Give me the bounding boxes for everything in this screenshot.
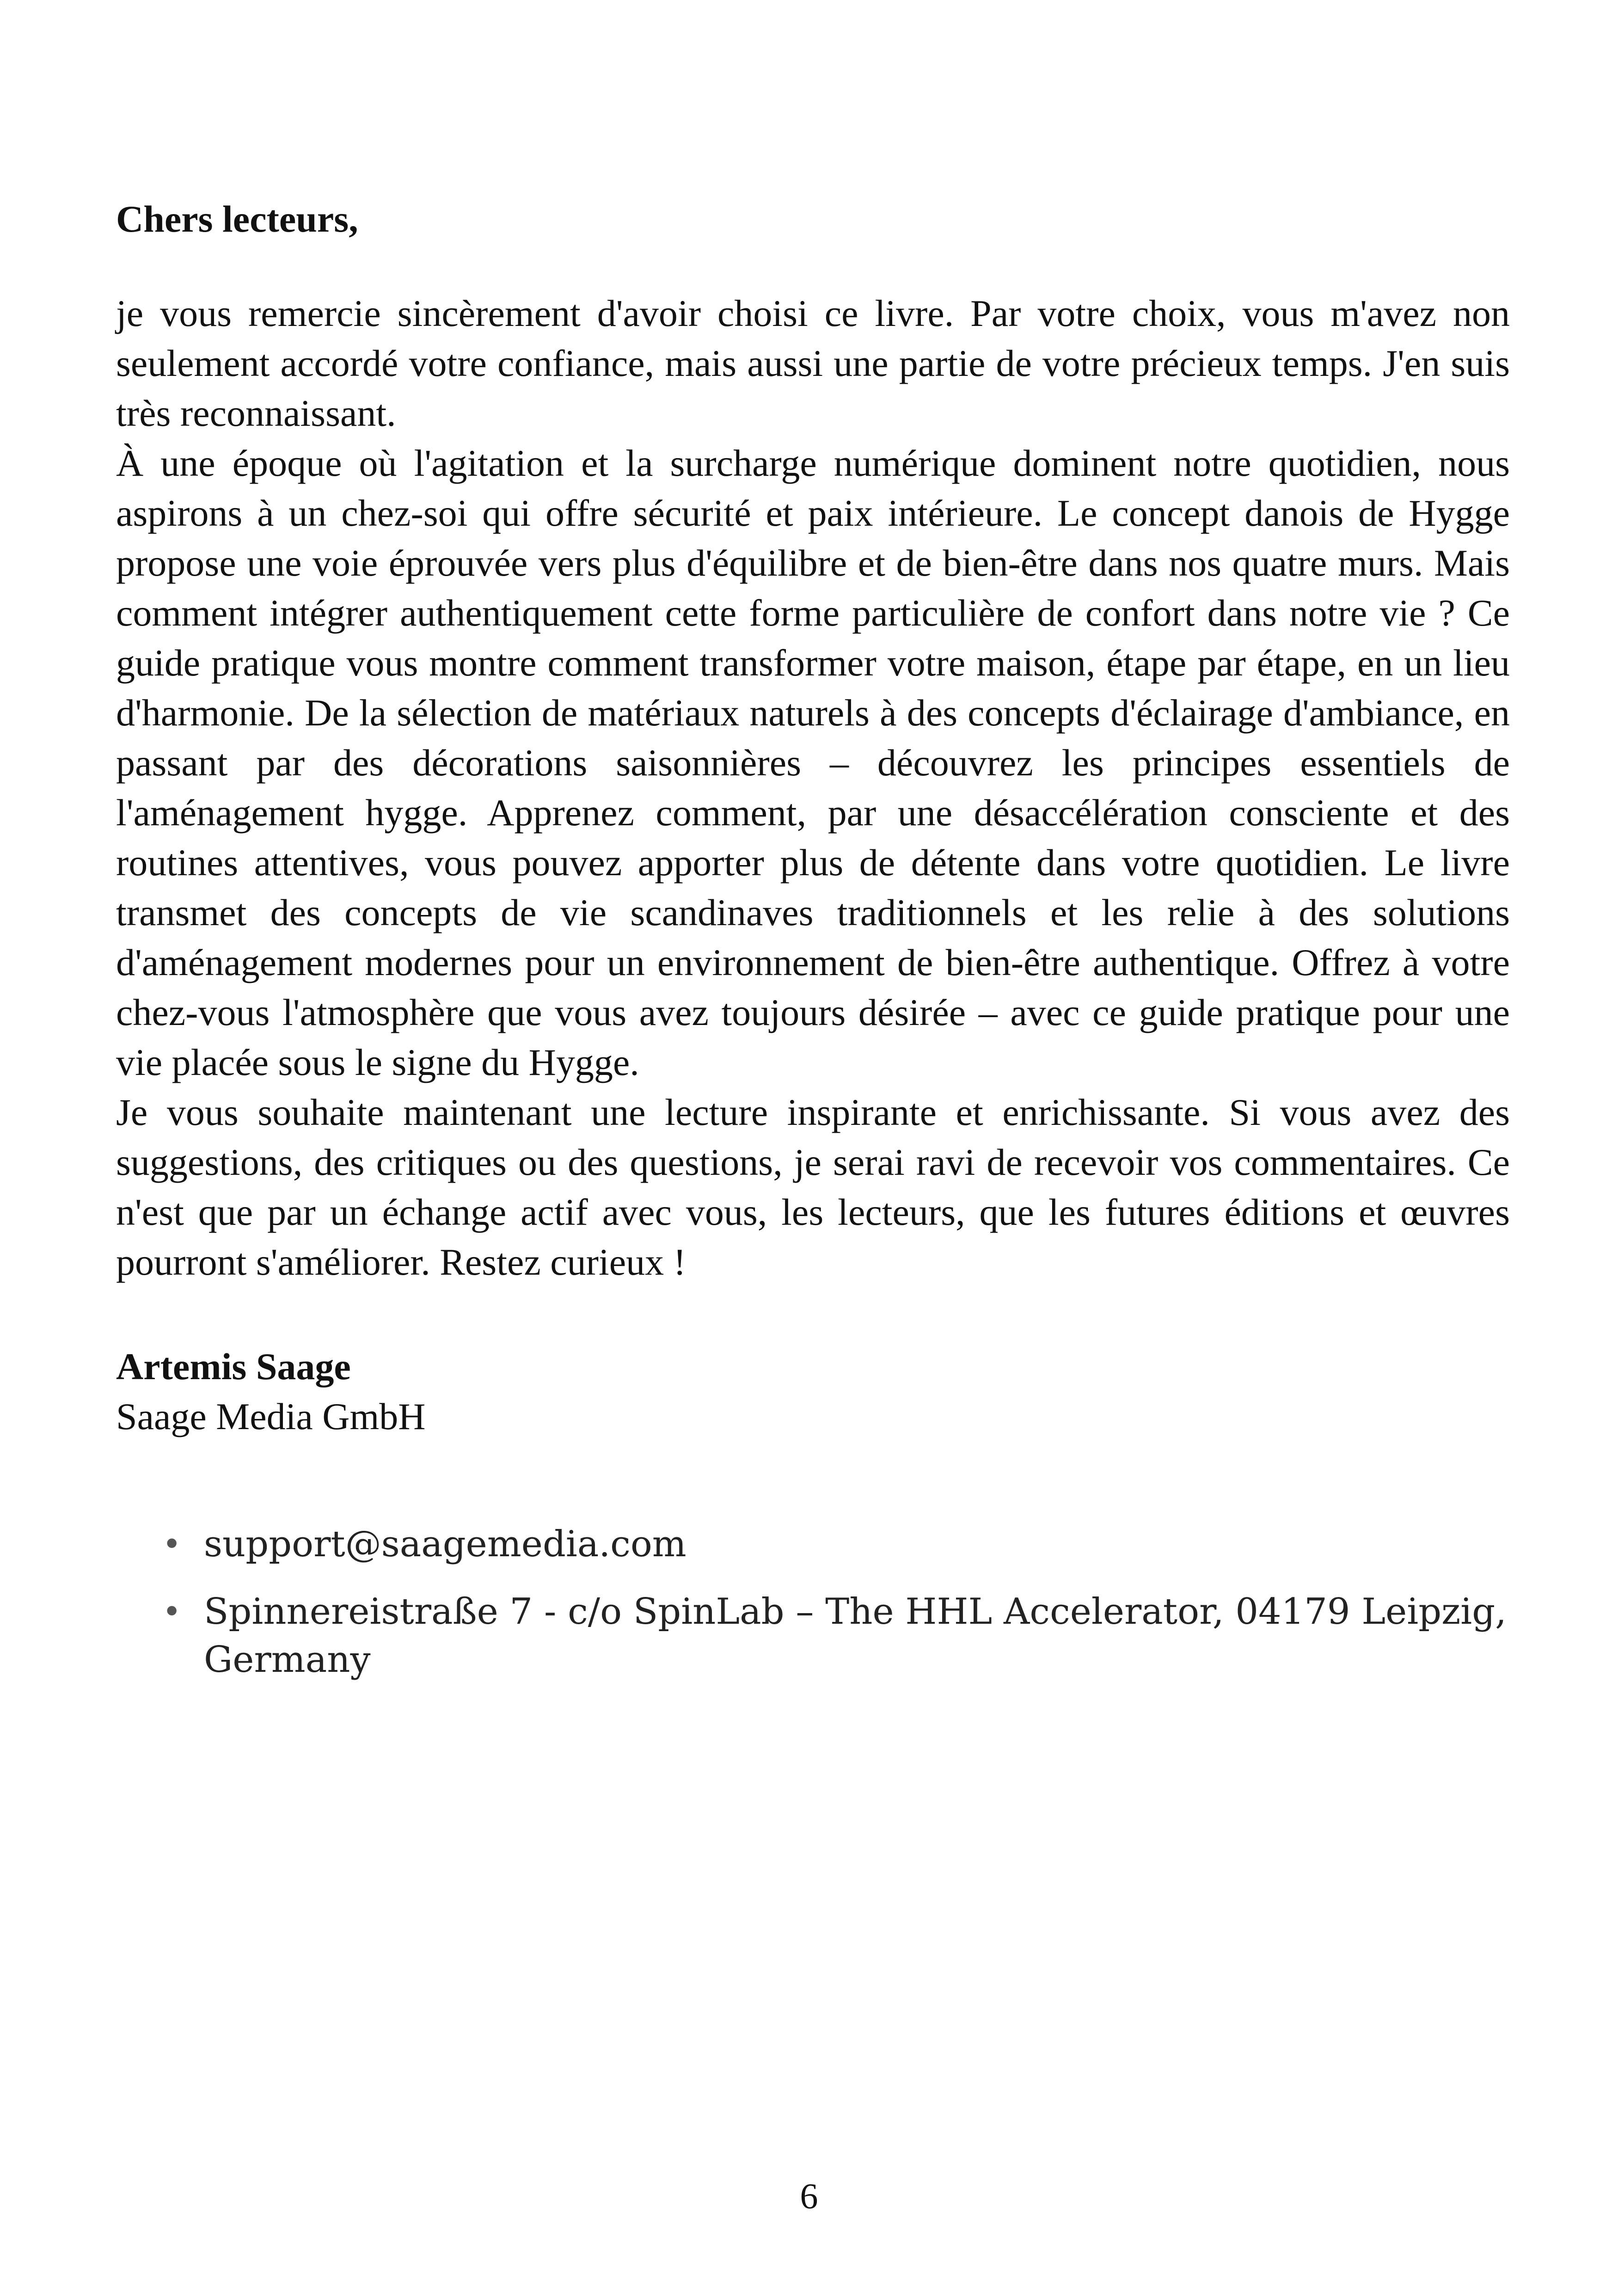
author-name: Artemis Saage — [116, 1345, 351, 1387]
salutation: Chers lecteurs, — [116, 198, 358, 240]
email-text[interactable]: support@saagemedia.com — [204, 1523, 686, 1565]
signature-block — [116, 1342, 1510, 1442]
paragraph-description: À une époque où l'agitation et la surcharge numérique dominent notre quotidien, nous aspirons à un chez-soi qui offre sécurité et paix intérieure. Le concept danois de Hygge propose une voie éprouvée vers plus d'équilibre et de bien-être dans nos quatre murs. Mais comment intégrer authentiquement cette forme particulière de confort dans notre vie ? Ce guide pratique vous montre comment transformer votre maison, étape par étape, en un lieu d'harmonie. De la sélection de matériaux naturels à des concepts d'éclairage d'ambiance, en passant par des décorations saisonnières – découvrez les principes essentiels de l'aménagement hygge. Apprenez comment, par une désaccélération consciente et des routines attentives, vous pouvez apporter plus de détente dans votre quotidien. Le livre transmet des concepts de vie scandinaves traditionnels et les relie à des solutions d'aménagement modernes pour un environnement de bien-être authentique. Offrez à votre chez-vous l'atmosphère que vous avez toujours désirée – avec ce guide pratique pour une vie placée sous le signe du Hygge. — [116, 442, 1510, 1083]
company-name: Saage Media GmbH — [116, 1395, 426, 1437]
letter-body — [116, 289, 1510, 1287]
contact-list — [116, 1520, 1510, 1684]
paragraph-closing: Je vous souhaite maintenant une lecture inspirante et enrichissante. Si vous avez des suggestions, des critiques ou des questions, je serai ravi de recevoir vos commentaires. Ce n'est que par un échange actif avec vous, les lecteurs, que les futures éditions et œuvres pourront s'améliorer. Restez curieux ! — [116, 1091, 1510, 1283]
address-text: Spinnereistraße 7 - c/o SpinLab – The HHL Accelerator, 04179 Leipzig, Germany — [204, 1591, 1507, 1681]
bullet-icon: • — [162, 1593, 182, 1631]
contact-email[interactable] — [116, 1520, 1510, 1568]
contact-address — [116, 1588, 1510, 1684]
bullet-icon: • — [162, 1525, 182, 1563]
paragraph-thanks: je vous remercie sincèrement d'avoir choisi ce livre. Par votre choix, vous m'avez non seulement accordé votre confiance, mais aussi une partie de votre précieux temps. J'en suis très reconnaissant. — [116, 292, 1510, 434]
page-number: 6 — [800, 2176, 818, 2216]
letter-page — [116, 194, 1510, 1703]
